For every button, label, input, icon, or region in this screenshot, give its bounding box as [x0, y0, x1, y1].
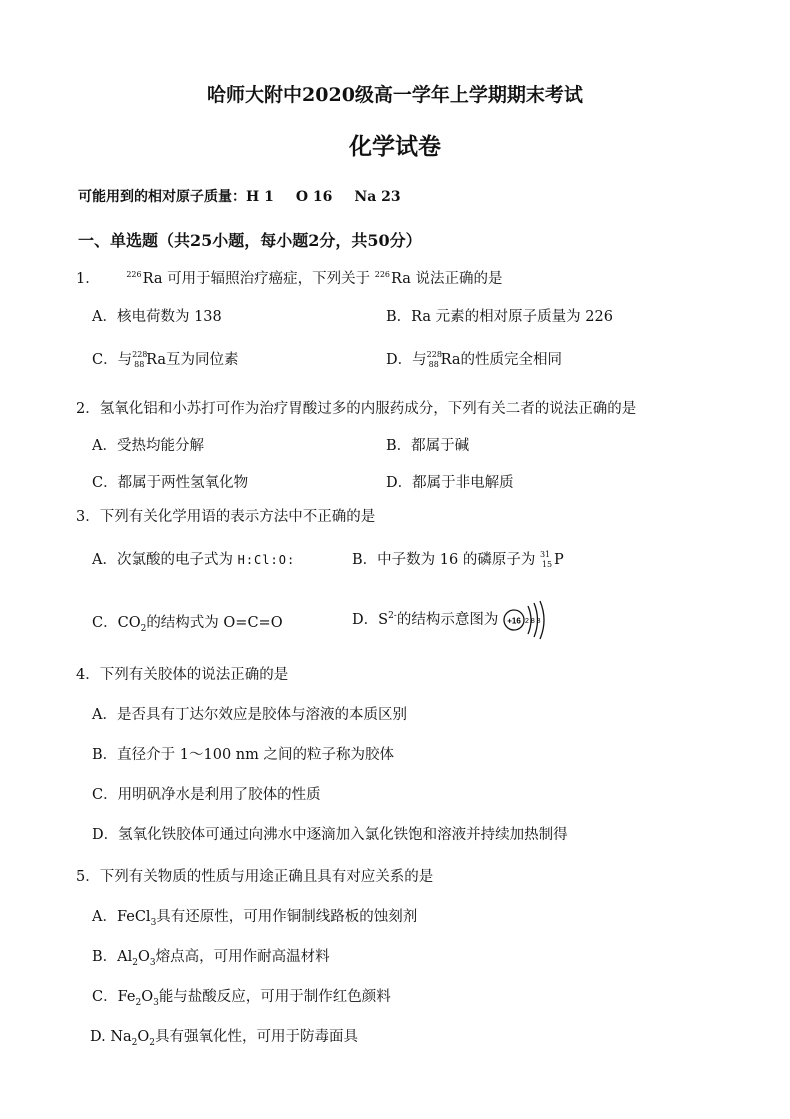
q5-option-d[interactable]	[90, 1025, 358, 1048]
q5-c-post: 能与盐酸反应，可用于制作红色颜料	[158, 989, 391, 1005]
q3-d-sup: 2-	[388, 611, 397, 622]
q3-c-pre: C．CO	[92, 615, 141, 631]
q5-d-pre: D. Na	[90, 1029, 132, 1045]
hclo-electron-formula: H:Cl:O:	[237, 553, 296, 567]
q3-b-symbol: P	[553, 552, 564, 568]
question-5: 5．下列有关物质的性质与用途正确且具有对应关系的是	[76, 869, 434, 885]
q3-b-nuclide: 31 15	[539, 550, 553, 569]
q1-mass-number-2: 226	[374, 270, 391, 280]
q5-d-post: 具有强氧化性，可用于防毒面具	[155, 1029, 359, 1045]
q1-mass-number: 226	[126, 270, 142, 280]
mass-o: O 16	[295, 189, 333, 205]
q4-option-a[interactable]: A．是否具有丁达尔效应是胶体与溶液的本质区别	[92, 707, 407, 723]
q3-d-post: 的结构示意图为	[396, 612, 499, 628]
q3-option-c[interactable]	[92, 611, 283, 634]
q5-a-post: 具有还原性，可用作铜制线路板的蚀刻剂	[156, 909, 418, 925]
q1-number: 1．	[76, 271, 100, 287]
q5-b-mid: O	[138, 949, 150, 965]
q5-d-sub1: 2	[131, 1037, 138, 1048]
q5-option-b[interactable]	[92, 945, 330, 968]
question-1	[76, 267, 503, 288]
sulfide-ion-structure-diagram	[503, 600, 549, 640]
q5-c-mid: O	[141, 989, 154, 1005]
q5-option-c[interactable]	[92, 985, 391, 1008]
q1-c-nuclide: 228 88	[132, 350, 148, 369]
q5-c-sub2: 3	[153, 997, 159, 1008]
q5-a-pre: A．FeCl	[92, 909, 151, 925]
mass-h: H 1	[246, 189, 274, 205]
q5-b-post: 熔点高，可用作耐高温材料	[155, 949, 330, 965]
q3-a-text: A．次氯酸的电子式为	[92, 552, 233, 568]
exam-subtitle: 化学试卷	[349, 133, 441, 160]
q3-d-pre: D．S	[352, 612, 389, 628]
question-3: 3．下列有关化学用语的表示方法中不正确的是	[76, 509, 376, 525]
q3-option-b[interactable]	[352, 548, 564, 569]
q5-b-sub1: 2	[132, 957, 138, 968]
mass-na: Na 23	[354, 189, 401, 205]
q4-option-b[interactable]: B．直径介于 1～100 nm 之间的粒子称为胶体	[92, 747, 394, 763]
q3-c-post: 的结构式为 O=C=O	[146, 615, 283, 631]
q2-option-a[interactable]: A．受热均能分解	[92, 438, 204, 454]
q1-option-a[interactable]: A．核电荷数为 138	[92, 309, 222, 325]
q1-option-d[interactable]	[386, 348, 562, 369]
q4-option-c[interactable]: C．用明矾净水是利用了胶体的性质	[92, 787, 321, 803]
q5-d-mid: O	[137, 1029, 150, 1045]
q5-d-sub2: 2	[149, 1037, 156, 1048]
q1-c-post: Ra互为同位素	[146, 352, 239, 368]
electron-shells: 2 8 8	[524, 618, 541, 625]
q2-option-b[interactable]: B．都属于碱	[386, 438, 470, 454]
q3-b-pre: B．中子数为 16 的磷原子为	[352, 552, 536, 568]
exam-title: 哈师大附中2020级高一学年上学期期末考试	[207, 84, 583, 106]
q1-c-pre: C．与	[92, 352, 133, 368]
q1-stem-pre: Ra 可用于辐照治疗癌症，下列关于	[142, 271, 371, 287]
question-2: 2．氢氧化铝和小苏打可作为治疗胃酸过多的内服药成分，下列有关二者的说法正确的是	[76, 401, 637, 417]
nucleus-charge: +16	[507, 616, 521, 626]
q5-option-a[interactable]	[92, 905, 417, 928]
q1-option-b[interactable]: B．Ra 元素的相对原子质量为 226	[386, 309, 613, 325]
q4-option-d[interactable]: D．氢氧化铁胶体可通过向沸水中逐滴加入氯化铁饱和溶液并持续加热制得	[92, 827, 568, 843]
q5-c-pre: C．Fe	[92, 989, 136, 1005]
question-4: 4．下列有关胶体的说法正确的是	[76, 667, 289, 683]
q5-b-pre: B．Al	[92, 949, 133, 965]
q2-option-c[interactable]: C．都属于两性氢氧化物	[92, 475, 249, 491]
q3-option-d[interactable]	[352, 600, 549, 640]
q2-option-d[interactable]: D．都属于非电解质	[386, 475, 514, 491]
q1-d-nuclide: 228 88	[426, 350, 442, 369]
q5-a-sub: 3	[150, 917, 157, 928]
q3-option-a[interactable]	[92, 548, 295, 569]
q5-c-sub1: 2	[135, 997, 142, 1008]
atomic-masses-label: 可能用到的相对原子质量：	[78, 189, 246, 205]
q5-b-sub2: 3	[149, 957, 156, 968]
q1-stem-post: Ra 说法正确的是	[391, 271, 503, 287]
q1-option-c[interactable]	[92, 348, 239, 369]
q1-d-post: Ra的性质完全相同	[440, 352, 563, 368]
atomic-masses	[78, 186, 423, 206]
q1-d-pre: D．与	[386, 352, 427, 368]
section-heading: 一、单选题（共25小题，每小题2分，共50分）	[78, 231, 422, 250]
q3-c-sub: 2	[140, 623, 147, 634]
